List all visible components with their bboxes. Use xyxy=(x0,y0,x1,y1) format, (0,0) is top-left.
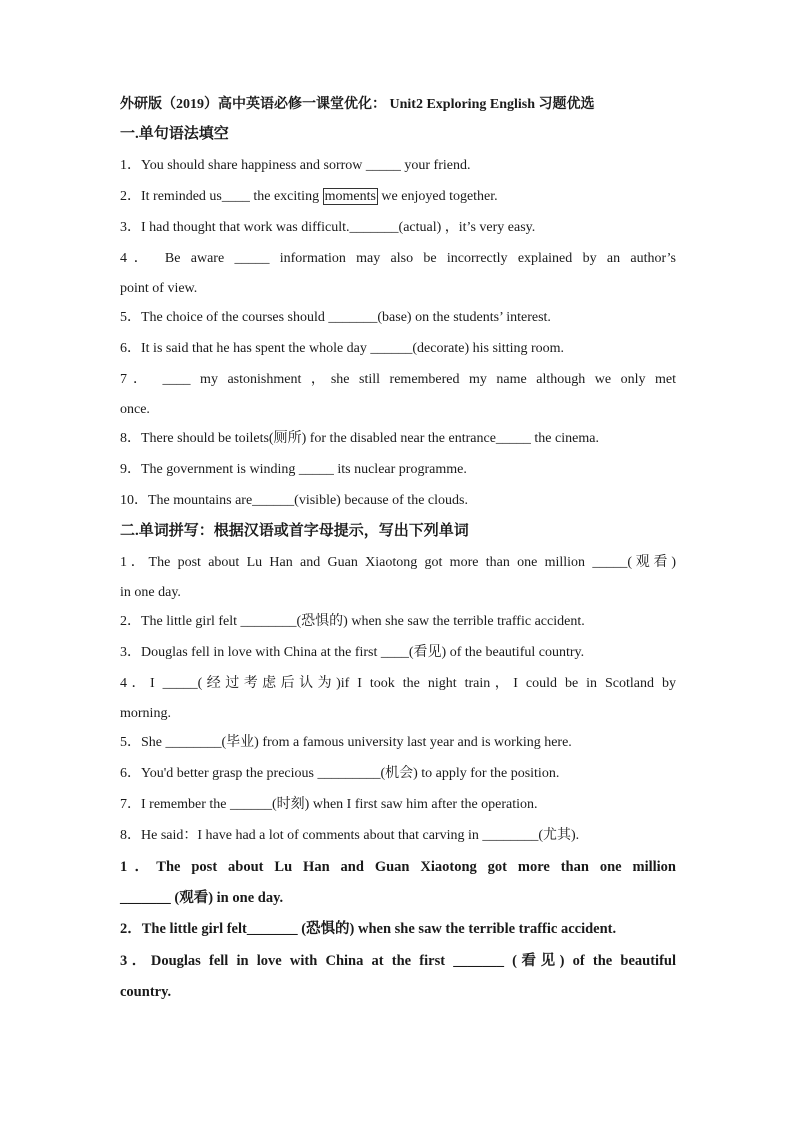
grammar-question-2-after: we enjoyed together. xyxy=(377,189,498,204)
grammar-question-2 xyxy=(120,188,676,206)
grammar-question-4-line-1: 4． Be aware _____ information may also be incorrectly explained by an author’s xyxy=(120,251,676,266)
grammar-question-9: 9．The government is winding _____ its nuclear programme. xyxy=(120,462,467,477)
grammar-question-7-line-2: once. xyxy=(120,402,150,417)
document-title: 外研版（2019）高中英语必修一课堂优化： Unit2 Exploring English 习题优选 xyxy=(120,97,595,112)
grammar-question-10: 10．The mountains are______(visible) because of the clouds. xyxy=(120,493,468,508)
boxed-word: moments xyxy=(324,189,376,204)
grammar-question-1: 1．You should share happiness and sorrow _____ your friend. xyxy=(120,158,471,173)
spelling-question-7: 7．I remember the ______(时刻) when I first saw him after the operation. xyxy=(120,797,538,812)
bold-question-1-line-2: _______ (观看) in one day. xyxy=(120,890,284,906)
section-heading-grammar: 一.单句语法填空 xyxy=(120,126,229,142)
spelling-question-1-line-2: in one day. xyxy=(120,585,181,600)
section-heading-spelling: 二.单词拼写：根据汉语或首字母提示，写出下列单词 xyxy=(120,523,469,539)
spelling-question-8: 8．He said：I have had a lot of comments about that carving in ________(尤其). xyxy=(120,828,580,843)
spelling-question-4-line-1: 4．I _____(经过考虑后认为)if I took the night train，I could be in Scotland by xyxy=(120,676,676,691)
spelling-question-2: 2．The little girl felt ________(恐惧的) when she saw the terrible traffic accident. xyxy=(120,614,585,629)
grammar-question-5: 5．The choice of the courses should _______(base) on the students’ interest. xyxy=(120,310,551,325)
bold-question-3-line-1: 3．Douglas fell in love with China at the first _______ (看见) of the beautiful xyxy=(120,953,676,969)
grammar-question-3: 3．I had thought that work was difficult._______(actual) ，it’s very easy. xyxy=(120,220,536,235)
spelling-question-1-line-1: 1．The post about Lu Han and Guan Xiaotong got more than one million _____(观看) xyxy=(120,555,676,570)
spelling-question-4-line-2: morning. xyxy=(120,706,171,721)
grammar-question-6: 6．It is said that he has spent the whole day ______(decorate) his sitting room. xyxy=(120,341,565,356)
spelling-question-6: 6．You'd better grasp the precious _________(机会) to apply for the position. xyxy=(120,766,560,781)
grammar-question-8: 8．There should be toilets(厕所) for the disabled near the entrance_____ the cinema. xyxy=(120,431,599,446)
spelling-question-5: 5．She ________(毕业) from a famous university last year and is working here. xyxy=(120,735,572,750)
grammar-question-7-line-1: 7． ____ my astonishment ，she still remembered my name although we only met xyxy=(120,372,676,387)
grammar-question-4-line-2: point of view. xyxy=(120,281,198,296)
bold-question-1-line-1: 1．The post about Lu Han and Guan Xiaotong got more than one million xyxy=(120,859,676,875)
bold-question-2: 2．The little girl felt_______ (恐惧的) when she saw the terrible traffic accident. xyxy=(120,921,617,937)
grammar-question-2-before: 2．It reminded us____ the exciting xyxy=(120,189,323,204)
bold-question-3-line-2: country. xyxy=(120,984,172,1000)
spelling-question-3: 3．Douglas fell in love with China at the first ____(看见) of the beautiful country. xyxy=(120,645,585,660)
